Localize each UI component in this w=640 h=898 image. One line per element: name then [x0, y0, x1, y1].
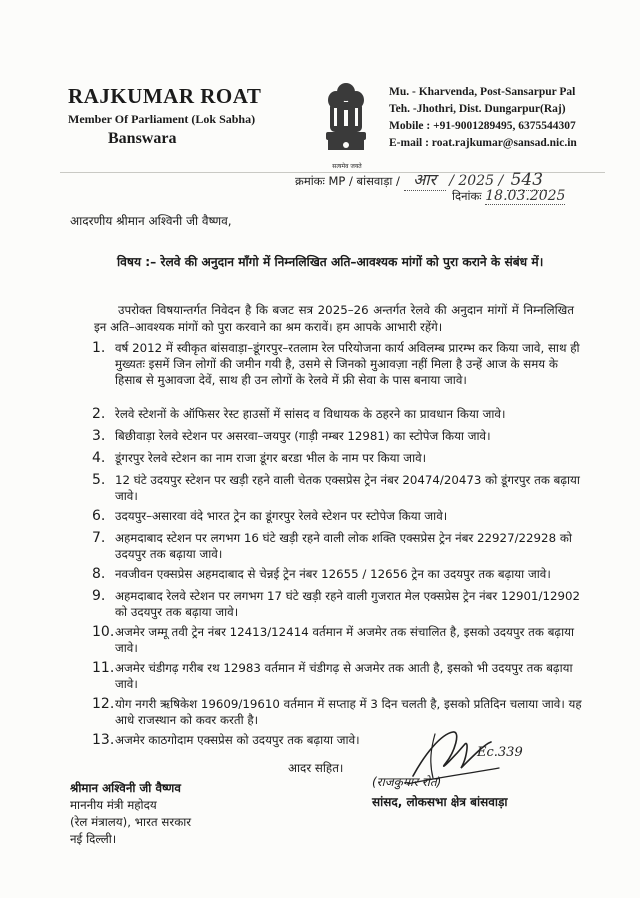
item-text: वर्ष 2012 में स्वीकृत बांसवाड़ा–डूंगरपुर–रतलाम रेल परियोजना कार्य अविलम्ब प्रारम्भ कर किया जावे, साथ ही मुख्यतः इसमें जिन लोगों की जमीन गयी है, उसमे से जिनको मुआवज़ा नहीं मिला है उन्हें आज के समय के हिसाब से मुआवजा देवें, साथ ही उन लोगों के रेलवे में फ्री सेवा के पास बनाया जावे। [115, 341, 580, 387]
letterhead-right [389, 84, 629, 152]
item-number: 9. [92, 588, 106, 604]
addressee-name: श्रीमान अश्विनी जी वैष्णव [70, 781, 181, 795]
item-text: बिछीवाड़ा रेलवे स्टेशन पर असरवा–जयपुर (गाड़ी नम्बर 12981) का स्टोपेज किया जावे। [115, 429, 491, 443]
addressee-city: नई दिल्ली। [70, 832, 117, 846]
item-text: अजमेर काठगोदाम एक्सप्रेस को उदयपुर तक बढ़ाया जावे। [115, 733, 360, 747]
item-number: 8. [92, 566, 106, 582]
emblem-caption: सत्यमेव जयते [332, 163, 362, 170]
list-item [92, 472, 582, 504]
reference-serial: 543 [507, 170, 547, 191]
salutation: आदरणीय श्रीमान अश्विनी जी वैष्णव, [70, 214, 232, 228]
signatory-name: (राजकुमार रोत) [372, 775, 442, 789]
item-text: डूंगरपुर रेलवे स्टेशन का नाम राजा डूंगर बरडा भील के नाम पर किया जावे। [115, 451, 427, 465]
item-number: 6. [92, 508, 106, 524]
item-number: 2. [92, 406, 106, 422]
item-number: 3. [92, 428, 106, 444]
item-text: उदयपुर–असारवा वंदे भारत ट्रेन का डूंगरपुर रेलवे स्टेशन पर स्टोपेज किया जावे। [115, 509, 448, 523]
item-text: रेलवे स्टेशनों के ऑफिसर रेस्ट हाउसों में सांसद व विधायक के ठहरने का प्रावधान किया जावे। [115, 407, 506, 421]
closing-line: आदर सहित। [288, 761, 344, 775]
list-item [92, 660, 582, 692]
date-value: 18.03.2025 [485, 188, 566, 204]
intro-paragraph: उपरोक्त विषयान्तर्गत निवेदन है कि बजट सत्र 2025–26 अन्तर्गत रेलवे की अनुदान मांगों में निम्नलिखित इन अति–आवश्यक मांगों को पुरा करवाने का श्रम करावें। हम आपके आभारी रहेंगे। [94, 303, 574, 334]
reference-handwritten-mark: आर [404, 168, 446, 191]
letterhead-left [68, 84, 283, 148]
mp-name: RAJKUMAR ROAT [68, 84, 262, 108]
addressee-designation: माननीय मंत्री महोदय [70, 798, 157, 812]
item-number: 11. [92, 660, 115, 676]
list-item [92, 508, 582, 524]
item-text: अजमेर चंडीगढ़ गरीब रथ 12983 वर्तमान में चंडीगढ़ से अजमेर तक आती है, इसको भी उदयपुर तक बढ़ाया जावे। [115, 661, 573, 691]
addressee-ministry: (रेल मंत्रालय), भारत सरकार [70, 815, 192, 829]
item-number: 1. [92, 340, 106, 356]
item-number: 13. [92, 732, 115, 748]
item-number: 12. [92, 696, 115, 712]
list-item [92, 428, 582, 444]
list-item [92, 406, 582, 422]
addressee-block [70, 780, 191, 848]
list-item [92, 588, 582, 620]
item-text: नवजीवन एक्सप्रेस अहमदाबाद से चेन्नई ट्रेन नंबर 12655 / 12656 ट्रेन का उदयपुर तक बढ़ाया जावे। [115, 567, 551, 581]
letter-date [452, 188, 565, 205]
reference-label: क्रमांकः MP / बांसवाड़ा / [295, 174, 404, 188]
list-item [92, 624, 582, 656]
email-address: E-mail : roat.rajkumar@sansad.nic.in [389, 137, 577, 149]
item-number: 7. [92, 530, 106, 546]
list-item [92, 340, 582, 388]
address-line-2: Teh. -Jhothri, Dist. Dungarpur(Raj) [389, 103, 566, 115]
item-text: 12 घंटे उदयपुर स्टेशन पर खड़ी रहने वाली चेतक एक्सप्रेस ट्रेन नंबर 20474/20473 को डूंगरपुर तक बढ़ाया जावे। [115, 473, 580, 503]
subject-line: विषय :– रेलवे की अनुदान माँगो में निम्नलिखित अति–आवश्यक मांगों को पुरा कराने के संबंध में। [117, 255, 544, 269]
item-number: 4. [92, 450, 106, 466]
list-item [92, 530, 582, 562]
item-number: 10. [92, 624, 115, 640]
constituency: Banswara [108, 130, 177, 147]
item-text: अहमदाबाद रेलवे स्टेशन पर लगभग 17 घंटे खड़ी रहने वाली गुजरात मेल एक्सप्रेस ट्रेन नंबर 12901/12902 को उदयपुर तक बढ़ाया जावे। [115, 589, 581, 619]
signature-note: Ec.339 [477, 745, 523, 760]
item-text: योग नगरी ऋषिकेश 19609/19610 वर्तमान में सप्ताह में 3 दिन चलती है, इसको प्रतिदिन चलाया जावे। यह आधे राजस्थान को कवर करती है। [115, 697, 582, 727]
item-text: अहमदाबाद स्टेशन पर लगभग 16 घंटे खड़ी रहने वाली लोक शक्ति एक्सप्रेस ट्रेन नंबर 22927/22928 को उदयपुर तक बढ़ाया जावे। [115, 531, 572, 561]
reference-year: / 2025 / [449, 173, 504, 189]
date-label: दिनांकः [452, 189, 482, 203]
item-number: 5. [92, 472, 106, 488]
signatory-title: सांसद, लोकसभा क्षेत्र बांसवाड़ा [372, 795, 508, 809]
list-item [92, 566, 582, 582]
item-text: अजमेर जम्मू तवी ट्रेन नंबर 12413/12414 वर्तमान में अजमेर तक संचालित है, इसको उदयपुर तक बढ़ाया जावे। [115, 625, 575, 655]
national-emblem-icon [320, 78, 372, 166]
address-line-1: Mu. - Kharvenda, Post-Sansarpur Pal [389, 86, 576, 98]
mobile-number: Mobile : +91-9001289495, 6375544307 [389, 120, 576, 132]
list-item [92, 450, 582, 466]
mp-role: Member Of Parliament (Lok Sabha) [68, 112, 256, 126]
